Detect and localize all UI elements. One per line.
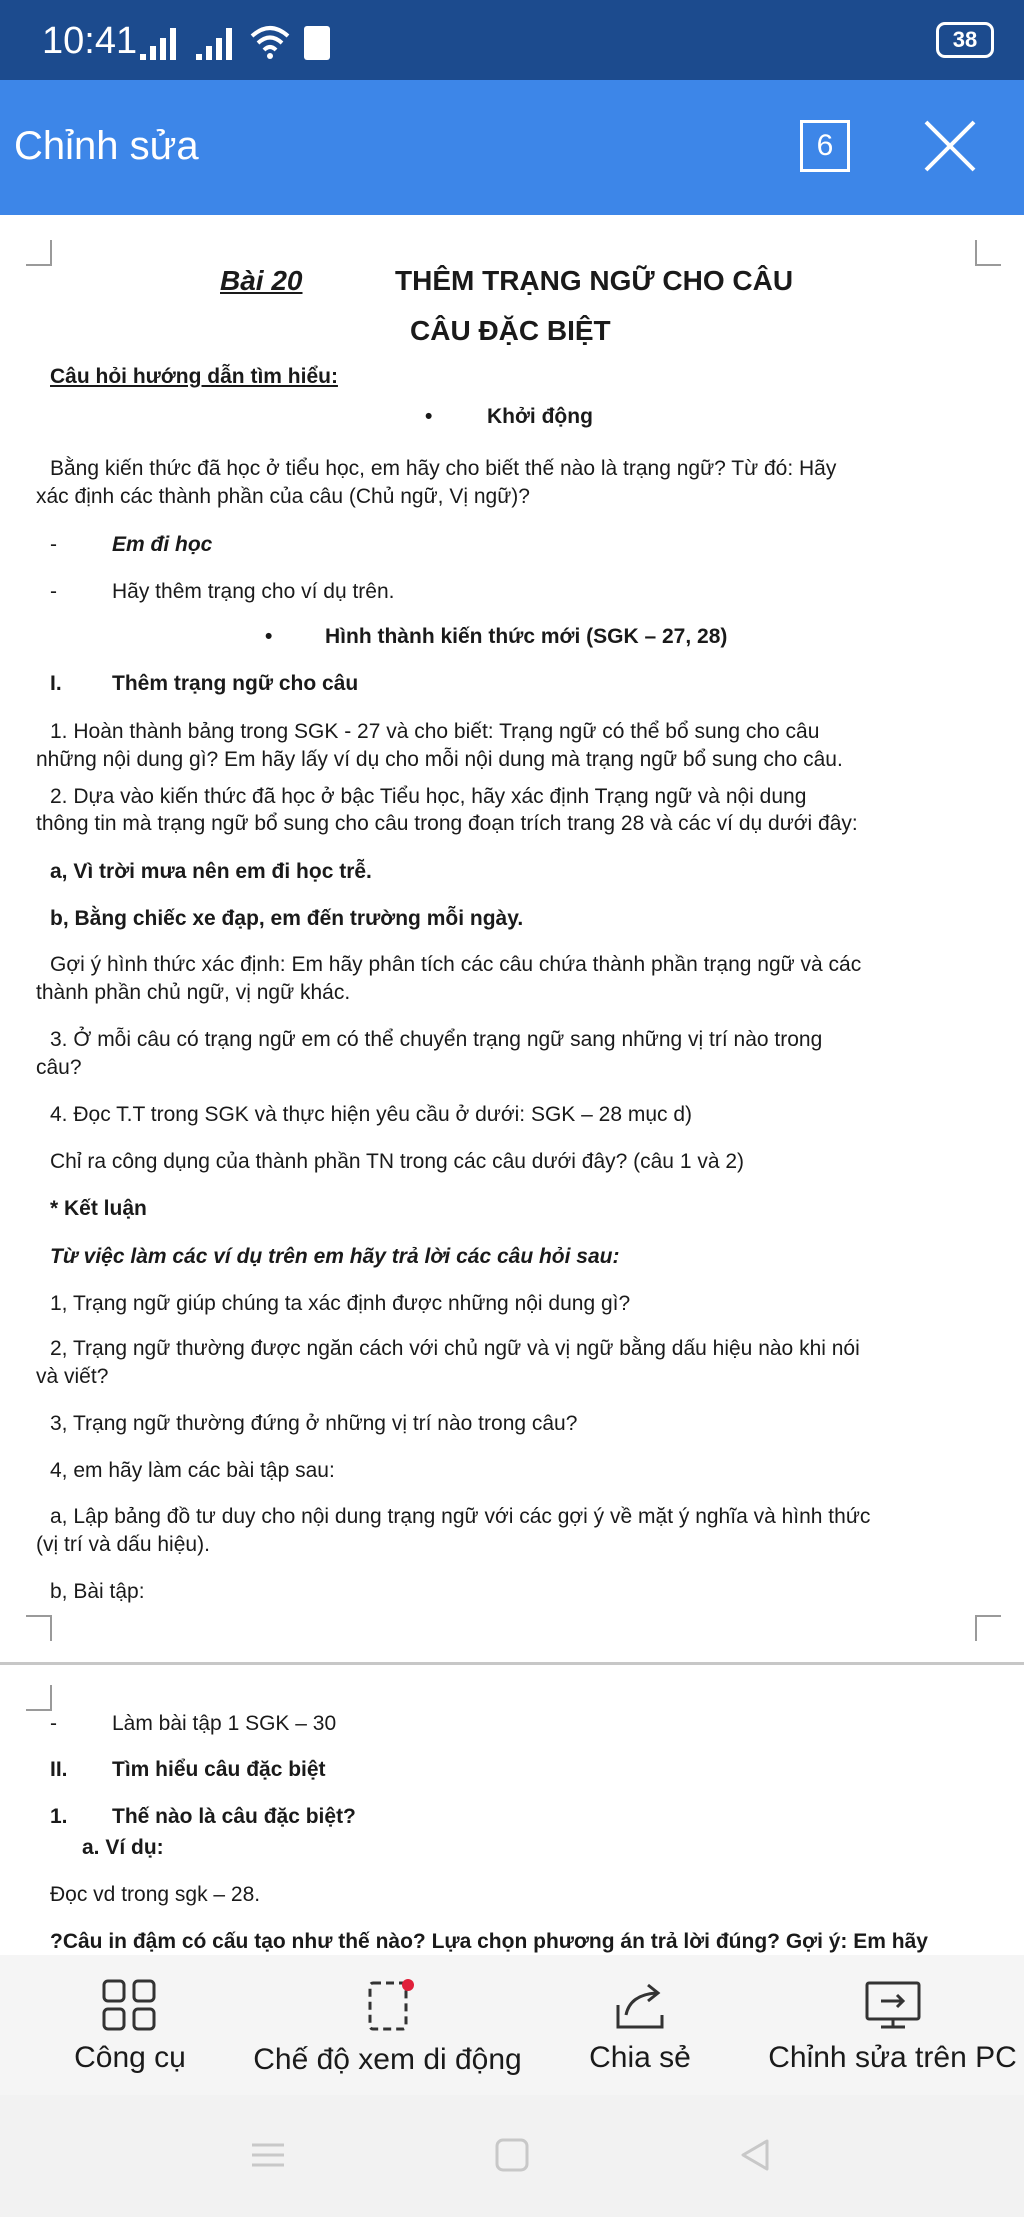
document-line: b, Bằng chiếc xe đạp, em đến trường mỗi ngày. — [50, 907, 524, 930]
battery-icon: 38 — [936, 22, 994, 58]
document-line: a, Lập bảng đồ tư duy cho nội dung trạng ngữ với các gợi ý về mặt ý nghĩa và hình thức — [50, 1505, 871, 1528]
document-line: Từ việc làm các ví dụ trên em hãy trả lời các câu hỏi sau: — [50, 1245, 620, 1268]
document-line: Bài 20 — [220, 265, 303, 296]
tools-button[interactable] — [40, 1955, 220, 2095]
document-line: và viết? — [36, 1365, 109, 1388]
edit-on-pc-label: Chỉnh sửa trên PC — [768, 2041, 1017, 2074]
share-icon — [610, 1977, 670, 2033]
document-line: Tìm hiểu câu đặc biệt — [112, 1758, 326, 1781]
document-line: Đọc vd trong sgk – 28. — [50, 1883, 261, 1906]
document-line: 2. Dựa vào kiến thức đã học ở bậc Tiểu học, hãy xác định Trạng ngữ và nội dung — [50, 785, 807, 808]
mobile-view-button[interactable] — [245, 1955, 530, 2095]
menu-icon[interactable] — [248, 2135, 288, 2175]
document-line: • — [265, 625, 273, 648]
tools-icon — [100, 1977, 160, 2033]
document-line: thông tin mà trạng ngữ bổ sung cho câu trong đoạn trích trang 28 và các ví dụ dưới đây: — [36, 812, 858, 835]
document-line: 1, Trạng ngữ giúp chúng ta xác định được những nội dung gì? — [50, 1292, 631, 1315]
bottom-toolbar — [0, 1955, 1024, 2095]
document-line: câu? — [36, 1056, 82, 1079]
share-button[interactable] — [565, 1955, 715, 2095]
document-line: * Kết luận — [50, 1197, 147, 1220]
document-line: Hãy thêm trạng cho ví dụ trên. — [112, 580, 395, 603]
document-line: thành phần chủ ngữ, vị ngữ khác. — [36, 981, 351, 1004]
notification-dot — [402, 1979, 414, 1991]
document-line: - — [50, 1712, 57, 1735]
document-line: 4. Đọc T.T trong SGK và thực hiện yêu cầu ở dưới: SGK – 28 mục d) — [50, 1103, 693, 1126]
status-time: 10:41 — [42, 20, 138, 62]
document-line: II. — [50, 1758, 68, 1781]
document-line: 4, em hãy làm các bài tập sau: — [50, 1459, 335, 1482]
document-line: Làm bài tập 1 SGK – 30 — [112, 1712, 337, 1735]
document-line: THÊM TRẠNG NGỮ CHO CÂU — [395, 265, 794, 296]
page-corner-mark — [975, 240, 1001, 266]
tools-label: Công cụ — [74, 2041, 186, 2074]
wifi-icon — [248, 22, 292, 62]
document-line: Thêm trạng ngữ cho câu — [112, 672, 359, 695]
notification-app-icon — [304, 26, 330, 60]
page-corner-mark — [26, 1685, 52, 1711]
edit-on-pc-button[interactable] — [765, 1955, 1020, 2095]
document-line: xác định các thành phần của câu (Chủ ngữ, Vị ngữ)? — [36, 485, 530, 508]
document-line: Bằng kiến thức đã học ở tiểu học, em hãy cho biết thế nào là trạng ngữ? Từ đó: Hãy — [50, 457, 837, 480]
navigation-bar — [0, 2095, 1024, 2217]
document-line: CÂU ĐẶC BIỆT — [410, 315, 611, 346]
document-line: - — [50, 533, 57, 556]
document-line: - — [50, 580, 57, 603]
signal-icon-2 — [196, 22, 246, 62]
document-line: Chỉ ra công dụng của thành phần TN trong các câu dưới đây? (câu 1 và 2) — [50, 1150, 745, 1173]
document-page-2 — [0, 1665, 1024, 1955]
page-corner-mark — [26, 1615, 52, 1641]
page-title: Chỉnh sửa — [14, 124, 199, 168]
document-line: Câu hỏi hướng dẫn tìm hiểu: — [50, 365, 338, 388]
document-line: 3. Ở mỗi câu có trạng ngữ em có thể chuyển trạng ngữ sang những vị trí nào trong — [50, 1028, 823, 1051]
document-line: I. — [50, 672, 62, 695]
signal-icon — [140, 22, 190, 62]
page-count-button[interactable]: 6 — [800, 120, 850, 172]
document-line: những nội dung gì? Em hãy lấy ví dụ cho mỗi nội dung mà trạng ngữ bổ sung cho câu. — [36, 748, 843, 771]
document-page-1 — [0, 215, 1024, 1662]
document-line: (vị trí và dấu hiệu). — [36, 1533, 210, 1556]
document-line: Gợi ý hình thức xác định: Em hãy phân tích các câu chứa thành phần trạng ngữ và các — [50, 953, 862, 976]
document-line: 3, Trạng ngữ thường đứng ở những vị trí nào trong câu? — [50, 1412, 578, 1435]
document-line: • — [425, 405, 433, 428]
document-line: Khởi động — [487, 405, 593, 428]
document-line: Em đi học — [112, 533, 213, 556]
page-corner-mark — [975, 1615, 1001, 1641]
document-line: Hình thành kiến thức mới (SGK – 27, 28) — [325, 625, 728, 648]
close-icon[interactable] — [922, 118, 978, 174]
document-line: b, Bài tập: — [50, 1580, 145, 1603]
app-header — [0, 80, 1024, 215]
desktop-icon — [861, 1977, 925, 2033]
back-icon[interactable] — [735, 2135, 775, 2175]
document-line: 1. — [50, 1805, 68, 1828]
document-line: 1. Hoàn thành bảng trong SGK - 27 và cho biết: Trạng ngữ có thể bổ sung cho câu — [50, 720, 820, 743]
status-bar — [0, 0, 1024, 80]
page-corner-mark — [26, 240, 52, 266]
home-icon[interactable] — [492, 2135, 532, 2175]
document-line: ?Câu in đậm có cấu tạo như thế nào? Lựa chọn phương án trả lời đúng? Gợi ý: Em hãy — [50, 1930, 928, 1953]
mobile-view-icon — [356, 1977, 420, 2035]
share-label: Chia sẻ — [589, 2041, 691, 2074]
mobile-view-label: Chế độ xem di động — [253, 2043, 522, 2076]
document-line: Thế nào là câu đặc biệt? — [112, 1805, 356, 1828]
document-line: a, Vì trời mưa nên em đi học trễ. — [50, 860, 372, 883]
document-line: a. Ví dụ: — [82, 1836, 164, 1859]
document-line: 2, Trạng ngữ thường được ngăn cách với chủ ngữ và vị ngữ bằng dấu hiệu nào khi nói — [50, 1337, 860, 1360]
